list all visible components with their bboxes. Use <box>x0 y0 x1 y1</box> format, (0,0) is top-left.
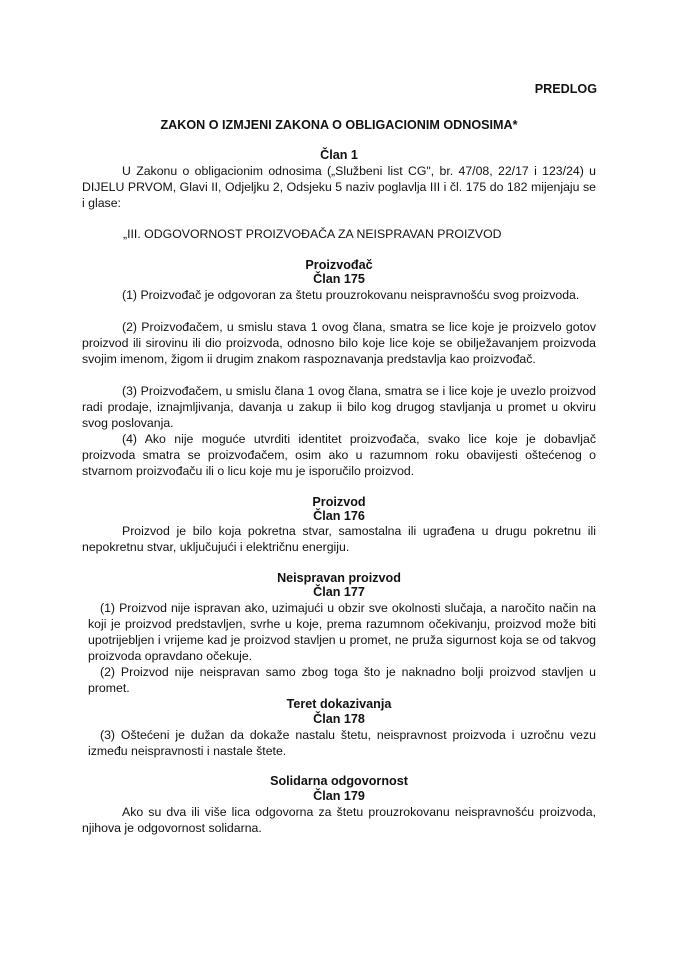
clan-179-paragraph-1: Ako su dva ili više lica odgovorna za štetu prouzrokovanu neispravnošću proizvoda, njihova je odgovornost solidarna. <box>82 805 596 835</box>
clan-176-paragraph-1: Proizvod je bilo koja pokretna stvar, samostalna ili ugrađena u drugu pokretnu ili nepokretnu stvar, uključujući i električnu energiju. <box>82 524 596 554</box>
clan-176-heading: Član 176 <box>313 509 365 523</box>
clan-175-paragraph-4: (4) Ako nije moguće utvrditi identitet proizvođača, svako lice koje je dobavljač proizvoda smatra se proizvođačem, osim ako u razumnom roku obavijesti oštećenog o stvarnom proizvođaču ili o licu koje mu je isporučilo proizvod. <box>82 432 596 478</box>
clan-176-subtitle: Proizvod <box>312 495 366 509</box>
clan-178-heading: Član 178 <box>313 712 365 726</box>
clan-175-paragraph-1: (1) Proizvođač je odgovoran za štetu prouzrokovanu neispravnošću svog proizvoda. <box>122 288 580 302</box>
clan-178-subtitle: Teret dokazivanja <box>286 697 392 711</box>
clan-179-heading: Član 179 <box>313 789 365 803</box>
clan-1-text: U Zakonu o obligacionim odnosima („Službeni list CG", br. 47/08, 22/17 i 123/24) u DIJELU PRVOM, Glavi II, Odjeljku 2, Odsjeku 5 naziv poglavlja III i čl. 175 do 182 mijenjaju se i glase: <box>82 164 596 210</box>
clan-178-paragraph-1: (3) Oštećeni je dužan da dokaže nastalu štetu, neispravnost proizvoda i uzročnu vezu između neispravnosti i nastale štete. <box>88 728 596 758</box>
clan-175-heading: Član 175 <box>313 272 365 286</box>
clan-175-subtitle: Proizvođač <box>305 258 373 272</box>
chapter-title: „III. ODGOVORNOST PROIZVOĐAČA ZA NEISPRAVAN PROIZVOD <box>123 227 502 241</box>
clan-179-subtitle: Solidarna odgovornost <box>270 774 408 788</box>
clan-177-heading: Član 177 <box>313 585 365 599</box>
clan-177-paragraph-1: (1) Proizvod nije ispravan ako, uzimajući u obzir sve okolnosti slučaja, a naročito način na koji je proizvod predstavljen, svrhe u koje, prema razumnom očekivanju, proizvod može biti upotrijebljen i vrijeme kad je proizvod stavljen u promet, ne pruža sigurnost koja se od takvog proizvoda opravdano očekuje. <box>88 601 596 663</box>
clan-175-paragraph-2: (2) Proizvođačem, u smislu stava 1 ovog člana, smatra se lice koje je proizvelo gotov proizvod ili sirovinu ili dio proizvoda, odnosno bilo koje lice koje se obilježavanjem proizvoda svojim imenom, žigom ii drugim znakom raspoznavanja predstavlja kao proizvođač. <box>82 320 596 366</box>
clan-177-paragraph-2: (2) Proizvod nije neispravan samo zbog toga što je naknadno bolji proizvod stavljen u promet. <box>88 665 596 695</box>
clan-175-paragraph-3: (3) Proizvođačem, u smislu člana 1 ovog člana, smatra se i lice koje je uvezlo proizvod radi prodaje, iznajmljivanja, davanja u zakup ii bilo kog drugog stavljanja u promet u okviru svog poslovanja. <box>82 384 596 430</box>
law-title: ZAKON O IZMJENI ZAKONA O OBLIGACIONIM ODNOSIMA* <box>160 118 518 132</box>
clan-177-subtitle: Neispravan proizvod <box>277 571 401 585</box>
clan-1-heading: Član 1 <box>320 148 358 162</box>
predlog-label: PREDLOG <box>534 82 597 96</box>
